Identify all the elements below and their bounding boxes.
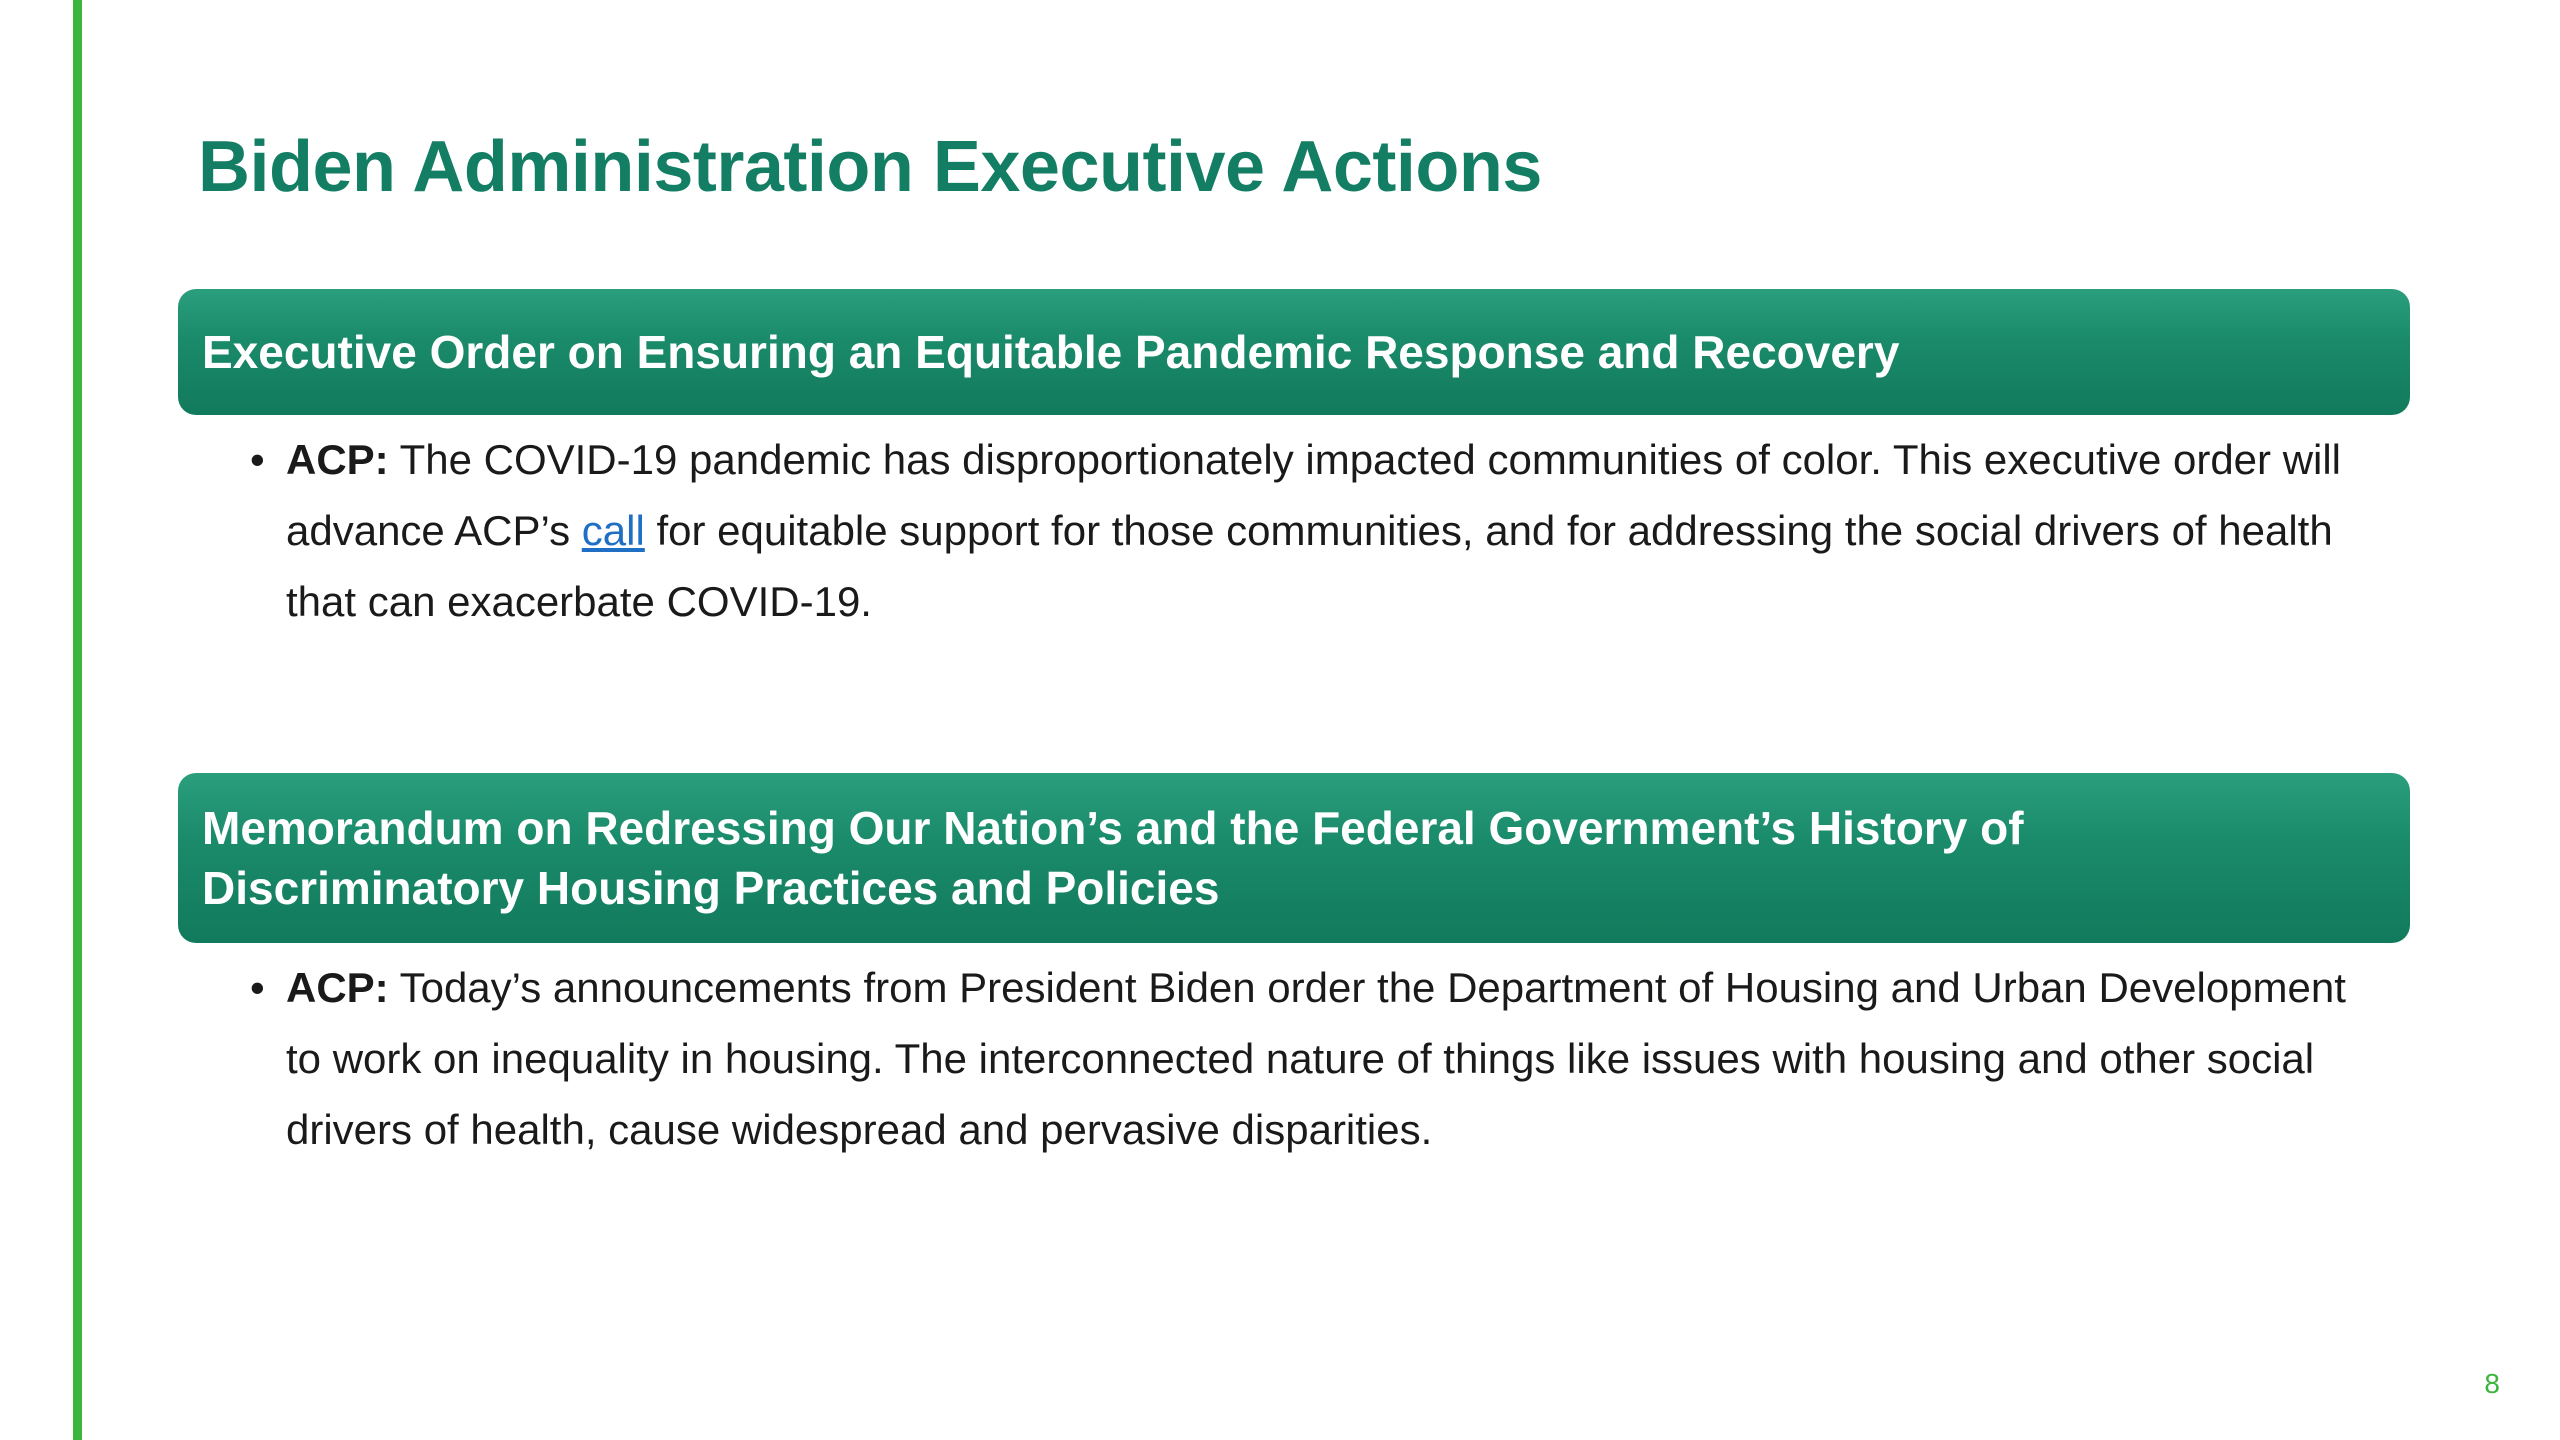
bullet-text: [286, 952, 2380, 1165]
bullet-dot-icon: •: [250, 436, 265, 483]
section-header-memorandum: [178, 773, 2410, 943]
bullet-list-memorandum: [250, 952, 2380, 1165]
section-header-executive-order: [178, 289, 2410, 415]
left-accent-rule: [73, 0, 82, 1440]
call-link[interactable]: call: [581, 507, 645, 554]
page-number: 8: [2484, 1368, 2500, 1399]
bullet-label: ACP:: [286, 964, 389, 1011]
bullet-dot-icon: •: [250, 964, 265, 1011]
bullet-text: [286, 424, 2380, 637]
section-header-text-line2: Discriminatory Housing Practices and Policies: [202, 862, 1220, 914]
slide-title: Biden Administration Executive Actions: [198, 127, 1542, 207]
list-item: [250, 424, 2380, 637]
list-item: [250, 952, 2380, 1165]
bullet-text-after-link: for equitable support for those communities, and for addressing the social drivers of health that can exacerbate COVID-19.: [286, 507, 2333, 625]
bullet-text-before-link: The COVID-19 pandemic has disproportionately impacted communities of color. This executive order will advance ACP’s: [286, 436, 2342, 554]
bullet-list-executive-order: [250, 424, 2380, 637]
section-header-text: Executive Order on Ensuring an Equitable Pandemic Response and Recovery: [202, 326, 1900, 378]
bullet-body: Today’s announcements from President Biden order the Department of Housing and Urban Development to work on inequality in housing. The interconnected nature of things like issues with housing and other social drivers of health, cause widespread and pervasive disparities.: [286, 964, 2346, 1153]
bullet-label: ACP:: [286, 436, 389, 483]
section-header-text-line1: Memorandum on Redressing Our Nation’s and the Federal Government’s History of: [202, 802, 2024, 854]
